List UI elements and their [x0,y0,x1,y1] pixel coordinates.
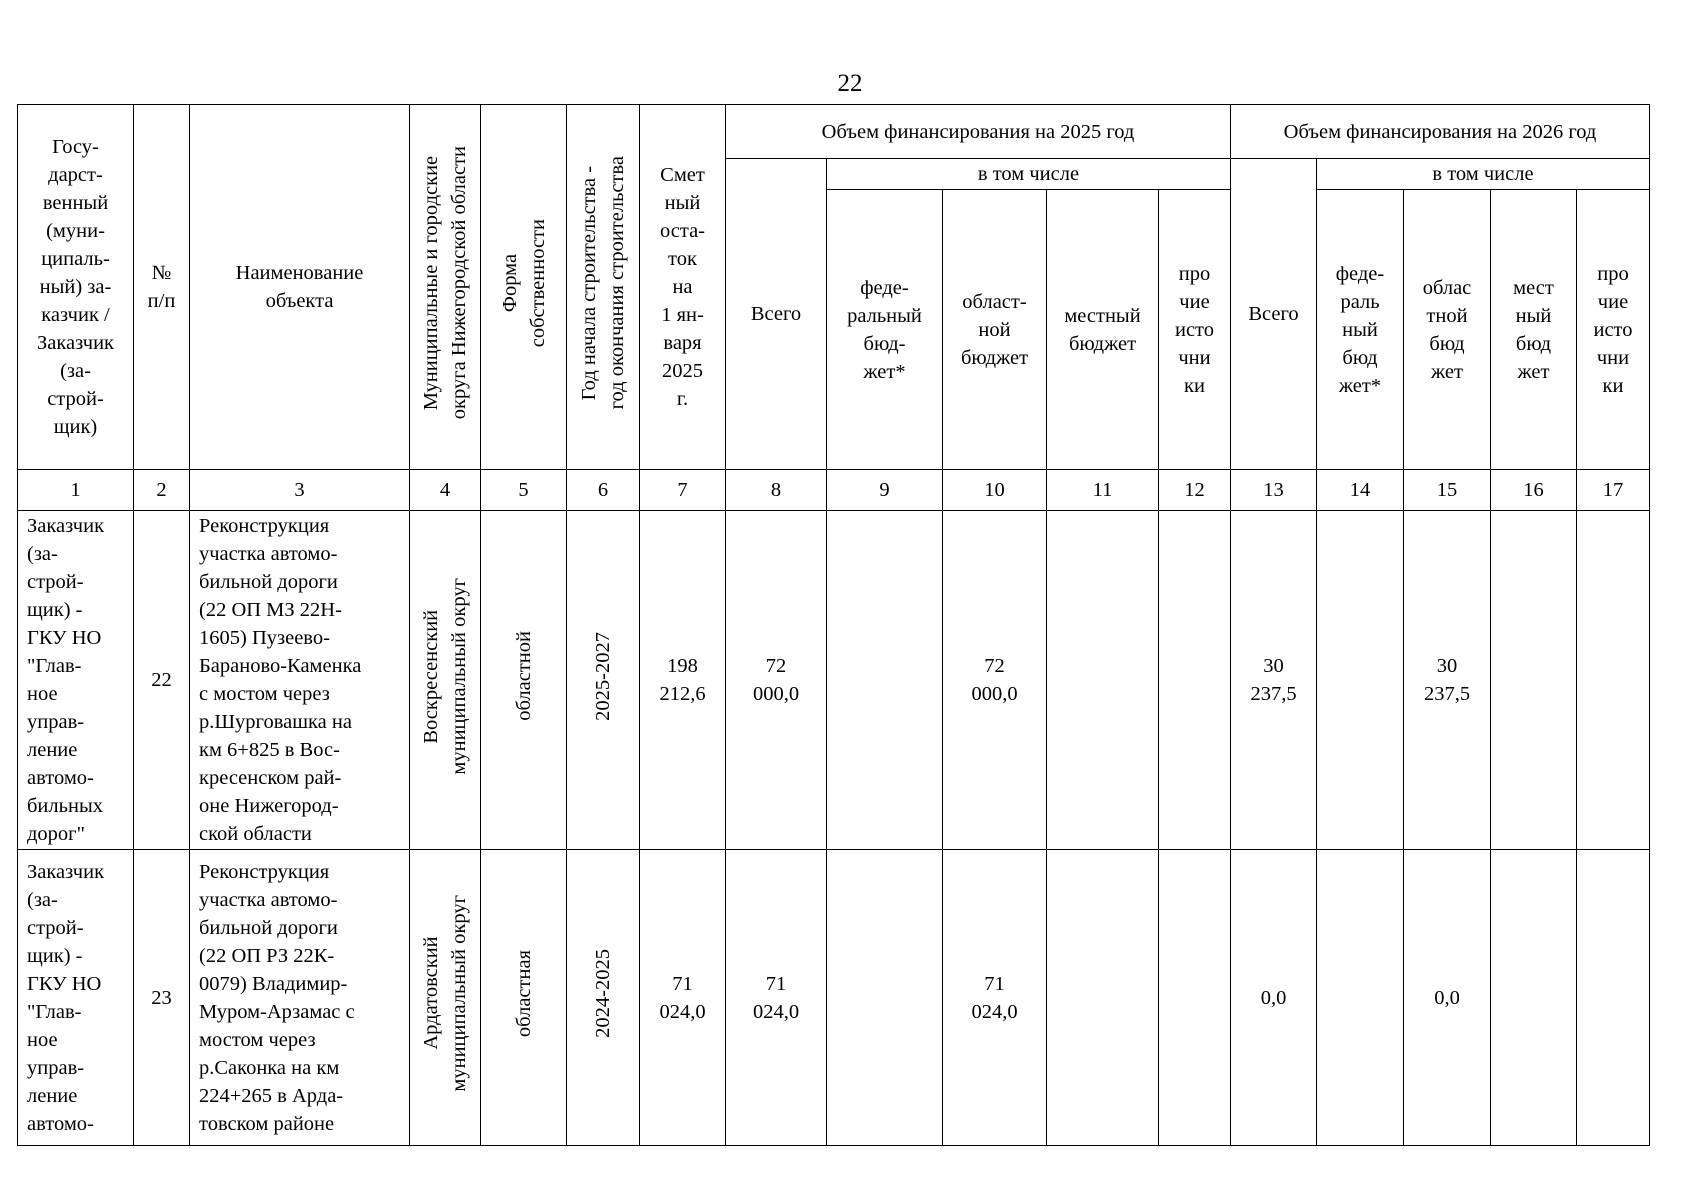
header-name: Наименование объекта [190,105,410,470]
local-2025-cell [1047,850,1159,1146]
header-federal-2026: феде- раль ный бюд жет* [1317,190,1404,470]
header-other-2026: про чие исто чни ки [1577,190,1650,470]
header-years [567,105,640,470]
header-other-2025: про чие исто чни ки [1159,190,1231,470]
table-row [18,850,1650,1146]
column-number: 11 [1047,470,1159,511]
column-number: 7 [640,470,726,511]
other-2025-cell [1159,511,1231,850]
federal-2026-cell [1317,511,1404,850]
federal-2026-cell [1317,850,1404,1146]
column-number: 16 [1491,470,1577,511]
column-number: 15 [1404,470,1491,511]
header-balance: Смет ный оста- ток на 1 ян- варя 2025 г. [640,105,726,470]
column-number: 9 [827,470,943,511]
other-2026-cell [1577,511,1650,850]
num-cell: 22 [134,511,190,850]
column-number: 4 [410,470,481,511]
total-2026-cell: 0,0 [1231,850,1317,1146]
header-total-2026: Всего [1231,159,1317,470]
column-number: 14 [1317,470,1404,511]
header-including-2025: в том числе [827,159,1231,190]
column-number: 6 [567,470,640,511]
header-regional-2025: област- ной бюджет [943,190,1047,470]
column-number: 5 [481,470,567,511]
header-municipal-text: Муниципальные и городские округа Нижегородской области [420,146,470,420]
object-name-cell: Реконструкция участка автомо- бильной дороги (22 ОП РЗ 22К- 0079) Владимир- Муром-Арзамас с мостом через р.Саконка на км 224+265 в Арда- товском районе [190,850,410,1146]
total-2025-cell: 71 024,0 [726,850,827,1146]
header-including-2026: в том числе [1317,159,1650,190]
num-cell: 23 [134,850,190,1146]
column-number: 3 [190,470,410,511]
column-number: 10 [943,470,1047,511]
object-name-cell: Реконструкция участка автомо- бильной дороги (22 ОП МЗ 22Н- 1605) Пузеево- Бараново-Каменка с мостом через р.Шурговашка на км 6+825 в Вос- кресенском рай- оне Нижегород- ской области [190,511,410,850]
customer-cell: Заказчик (за- строй- щик) - ГКУ НО "Глав- ное управ- ление автомо- бильных дорог" [18,511,134,850]
years-text: 2024-2025 [592,949,614,1038]
page-number: 22 [837,70,863,97]
header-customer: Госу- дарст- венный (муни- ципаль- ный) за- казчик / Заказчик (за- строй- щик) [18,105,134,470]
ownership-text: областная [512,949,535,1038]
other-2025-cell [1159,850,1231,1146]
municipal-text: Ардатовский муниципальный округ [420,895,470,1092]
header-federal-2025: феде- ральный бюд- жет* [827,190,943,470]
header-municipal [410,105,481,470]
municipal-cell [410,511,481,850]
total-2025-cell: 72 000,0 [726,511,827,850]
ownership-cell [481,850,567,1146]
federal-2025-cell [827,511,943,850]
header-years-text: Год начала строительства - год окончания строительства [578,156,628,410]
column-number: 12 [1159,470,1231,511]
years-cell [567,850,640,1146]
column-number: 8 [726,470,827,511]
header-num: № п/п [134,105,190,470]
column-number: 17 [1577,470,1650,511]
header-row-1 [18,105,1650,159]
years-text: 2025-2027 [592,631,614,721]
balance-cell: 71 024,0 [640,850,726,1146]
financing-table [17,104,1650,1146]
customer-cell: Заказчик (за- строй- щик) - ГКУ НО "Глав- ное управ- ление автомо- [18,850,134,1146]
balance-cell: 198 212,6 [640,511,726,850]
local-2026-cell [1491,850,1577,1146]
column-number: 2 [134,470,190,511]
total-2026-cell: 30 237,5 [1231,511,1317,850]
column-number: 13 [1231,470,1317,511]
regional-2025-cell: 71 024,0 [943,850,1047,1146]
regional-2025-cell: 72 000,0 [943,511,1047,850]
header-total-2025: Всего [726,159,827,470]
header-funding-2026: Объем финансирования на 2026 год [1231,105,1650,159]
municipal-text: Воскресенский муниципальный округ [420,577,470,775]
column-number-row [18,470,1650,511]
ownership-text: областной [512,631,535,721]
other-2026-cell [1577,850,1650,1146]
header-funding-2025: Объем финансирования на 2025 год [726,105,1231,159]
header-ownership-text: Форма собственности [498,218,549,348]
municipal-cell [410,850,481,1146]
ownership-cell [481,511,567,850]
column-number: 1 [18,470,134,511]
local-2025-cell [1047,511,1159,850]
regional-2026-cell: 0,0 [1404,850,1491,1146]
header-ownership [481,105,567,470]
years-cell [567,511,640,850]
header-local-2026: мест ный бюд жет [1491,190,1577,470]
header-regional-2026: облас тной бюд жет [1404,190,1491,470]
table-row [18,511,1650,850]
regional-2026-cell: 30 237,5 [1404,511,1491,850]
local-2026-cell [1491,511,1577,850]
header-local-2025: местный бюджет [1047,190,1159,470]
federal-2025-cell [827,850,943,1146]
